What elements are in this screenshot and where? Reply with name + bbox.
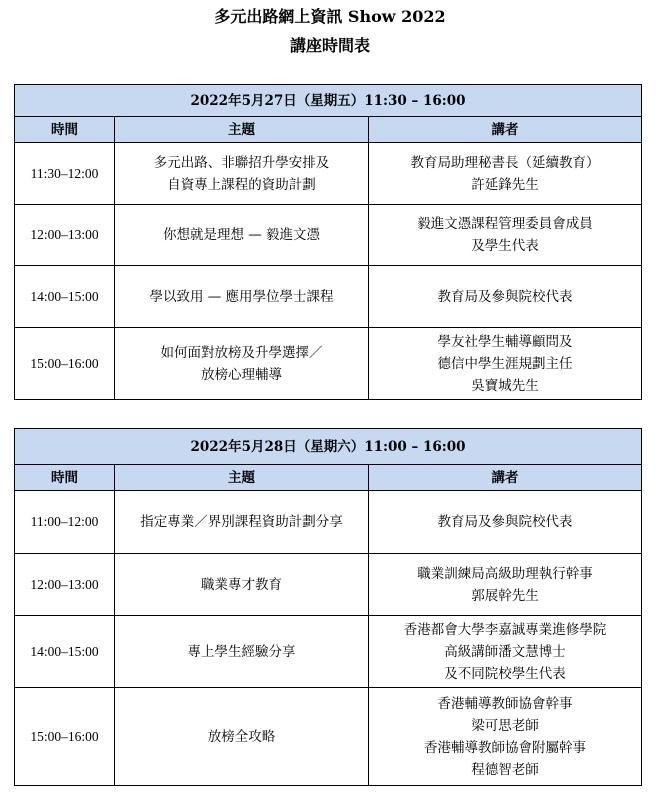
session-speaker: 教育局助理秘書長（延續教育） 許延鋒先生 <box>369 143 642 205</box>
table-row <box>15 205 642 266</box>
session-time: 12:00–13:00 <box>15 205 115 266</box>
table-row <box>15 554 642 616</box>
date-header-day2: 2022年5月28日（星期六）11:00 – 16:00 <box>15 429 642 465</box>
table-row <box>15 266 642 328</box>
column-header-speaker: 講者 <box>369 465 642 491</box>
session-speaker: 毅進文憑課程管理委員會成員 及學生代表 <box>369 205 642 266</box>
session-topic: 放榜全攻略 <box>115 688 369 786</box>
session-time: 15:00–16:00 <box>15 328 115 400</box>
page-title: 多元出路網上資訊 Show 2022 <box>214 7 446 26</box>
session-time: 11:30–12:00 <box>15 143 115 205</box>
session-speaker: 教育局及參與院校代表 <box>369 491 642 554</box>
session-time: 14:00–15:00 <box>15 616 115 688</box>
column-header-time: 時間 <box>15 465 115 491</box>
session-topic: 專上學生經驗分享 <box>115 616 369 688</box>
session-time: 15:00–16:00 <box>15 688 115 786</box>
column-header-topic: 主題 <box>115 117 369 143</box>
session-speaker: 職業訓練局高級助理執行幹事 郭展幹先生 <box>369 554 642 616</box>
session-speaker: 香港輔導教師協會幹事 梁可思老師 香港輔導教師協會附屬幹事 程德智老師 <box>369 688 642 786</box>
session-topic: 指定專業／界別課程資助計劃分享 <box>115 491 369 554</box>
session-topic: 如何面對放榜及升學選擇／ 放榜心理輔導 <box>115 328 369 400</box>
column-header-time: 時間 <box>15 117 115 143</box>
column-header-speaker: 講者 <box>369 117 642 143</box>
column-header-topic: 主題 <box>115 465 369 491</box>
session-topic: 你想就是理想 — 毅進文憑 <box>115 205 369 266</box>
session-speaker: 學友社學生輔導顧問及 德信中學生涯規劃主任 吳寶城先生 <box>369 328 642 400</box>
table-row <box>15 143 642 205</box>
schedule-table-day1 <box>14 84 642 400</box>
session-time: 11:00–12:00 <box>15 491 115 554</box>
page-subtitle: 講座時間表 <box>289 36 370 55</box>
session-time: 14:00–15:00 <box>15 266 115 328</box>
session-topic: 學以致用 — 應用學位學士課程 <box>115 266 369 328</box>
schedule-table-day2 <box>14 428 642 786</box>
session-speaker: 教育局及參與院校代表 <box>369 266 642 328</box>
table-row <box>15 491 642 554</box>
session-speaker: 香港都會大學李嘉誠專業進修學院 高級講師潘文慧博士 及不同院校學生代表 <box>369 616 642 688</box>
date-header-day1: 2022年5月27日（星期五）11:30 – 16:00 <box>15 85 642 117</box>
session-topic: 多元出路、非聯招升學安排及 自資專上課程的資助計劃 <box>115 143 369 205</box>
table-row <box>15 328 642 400</box>
session-time: 12:00–13:00 <box>15 554 115 616</box>
table-row <box>15 616 642 688</box>
table-row <box>15 688 642 786</box>
session-topic: 職業專才教育 <box>115 554 369 616</box>
